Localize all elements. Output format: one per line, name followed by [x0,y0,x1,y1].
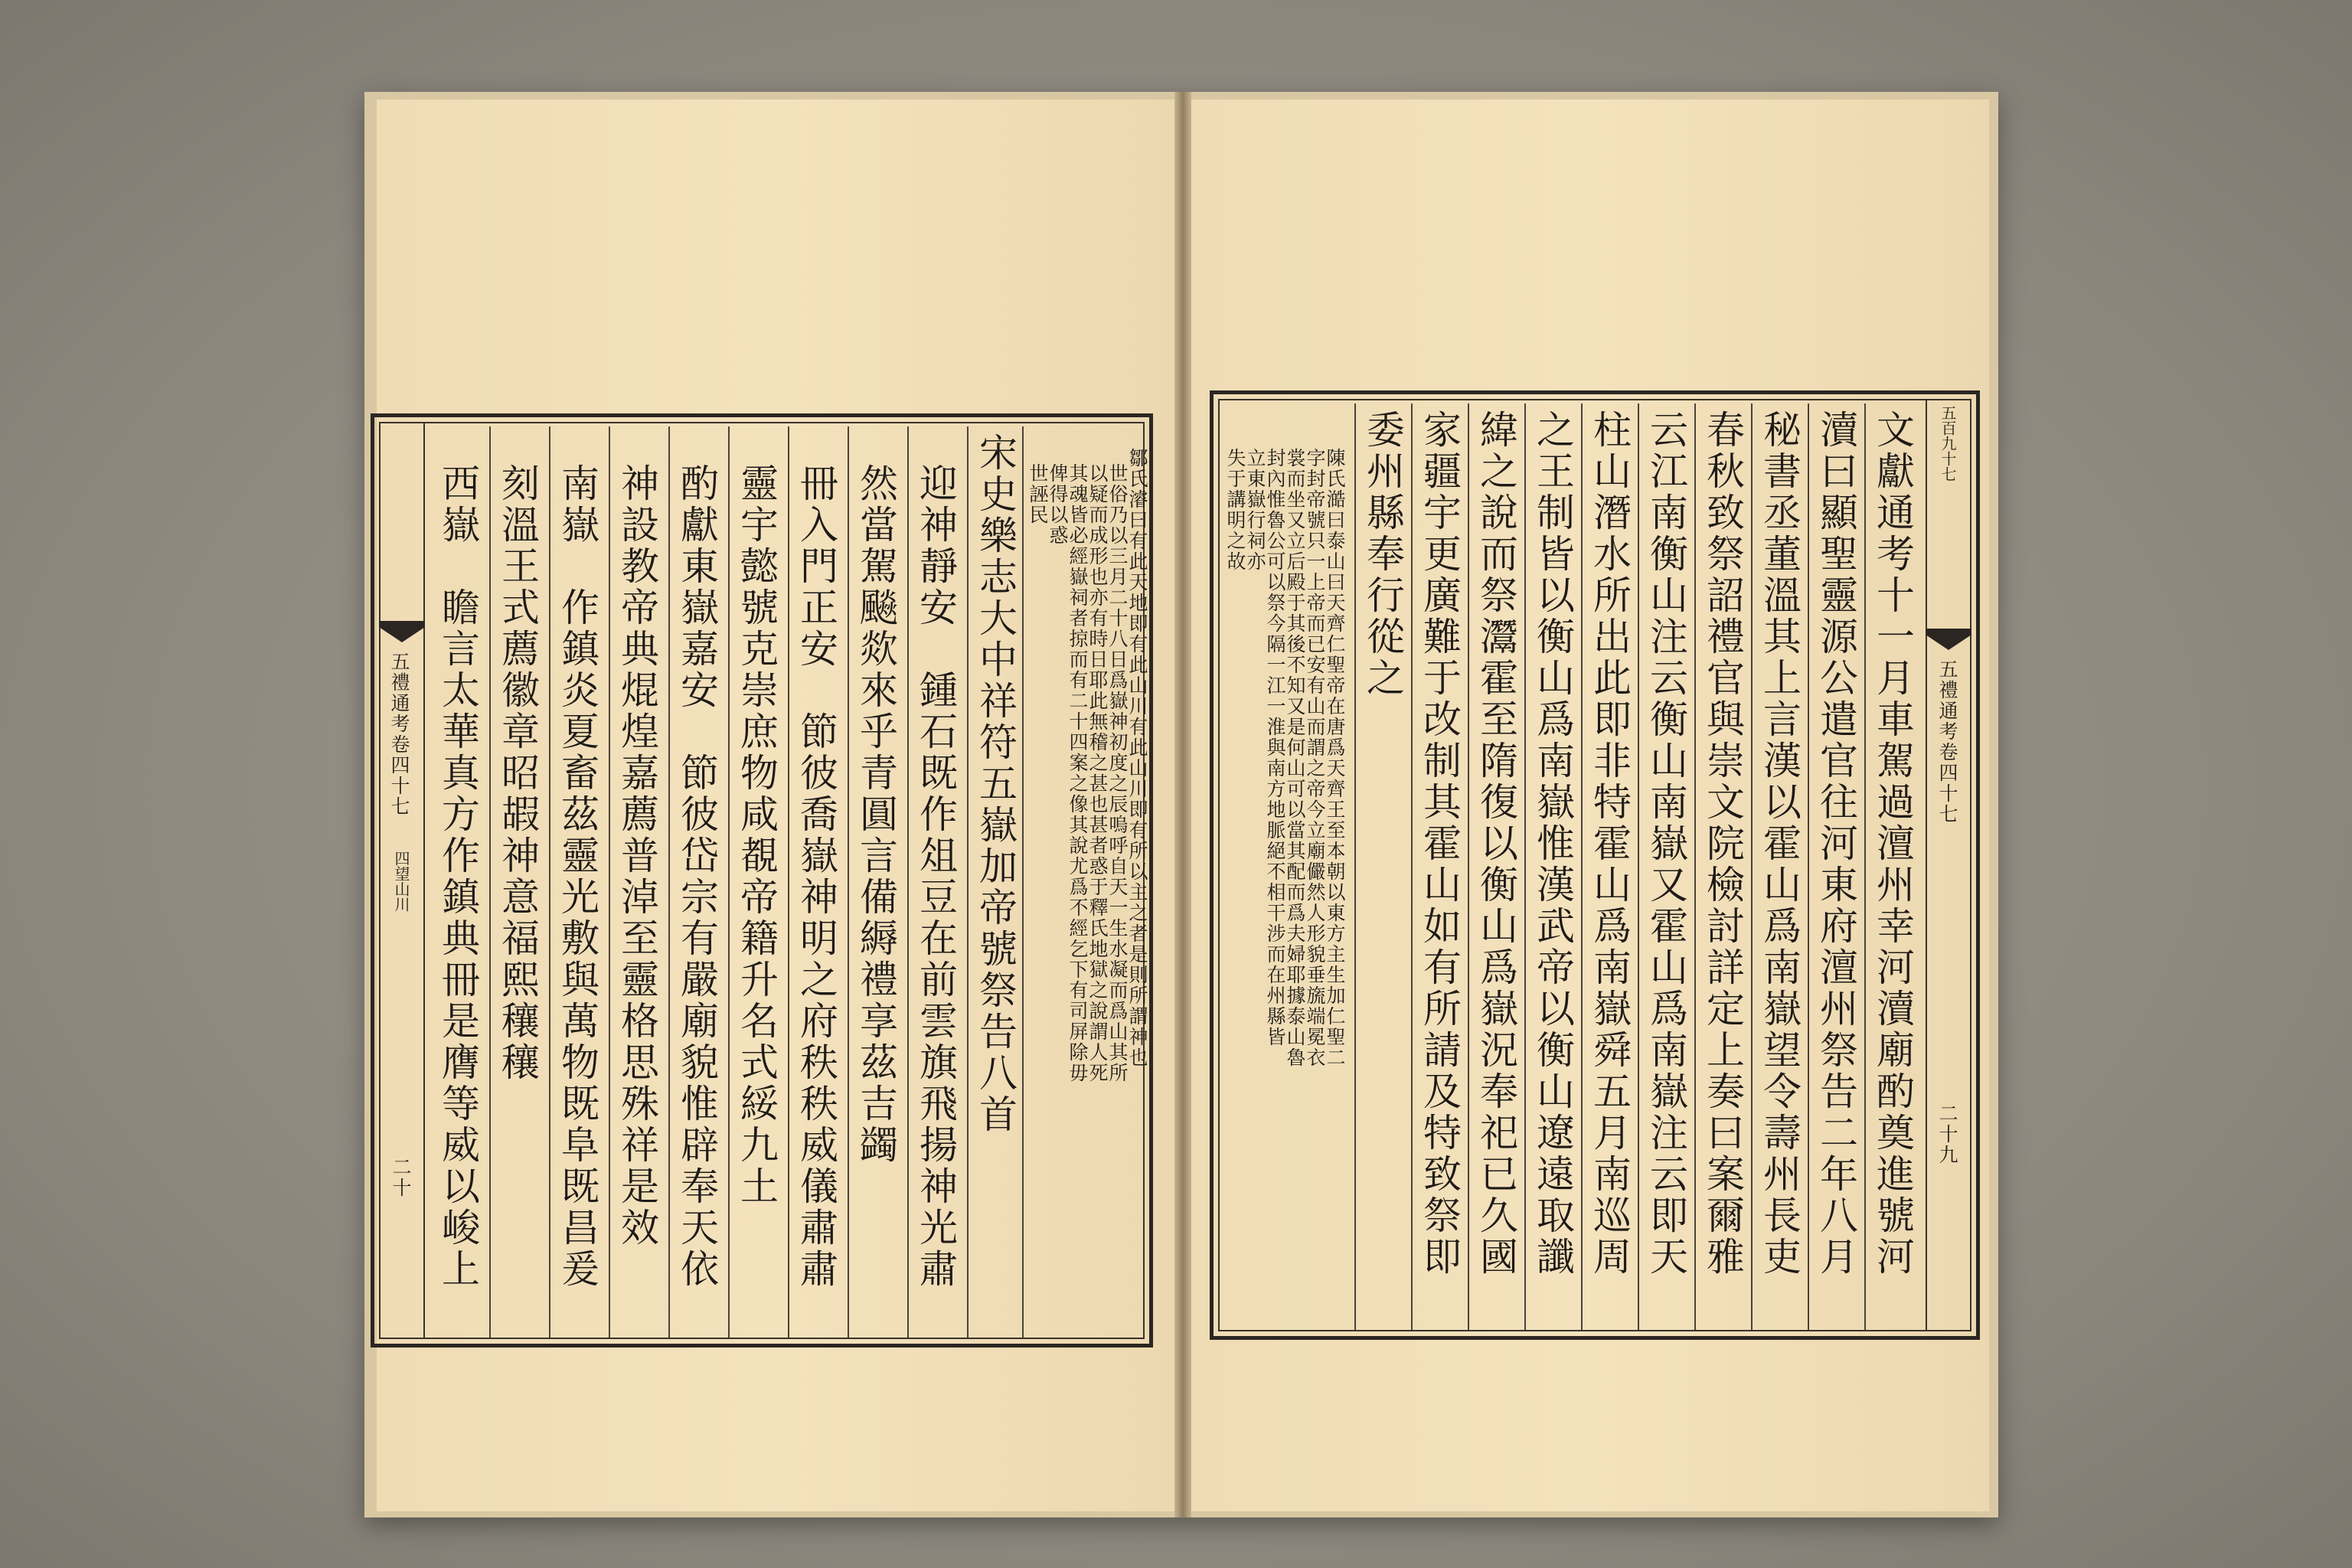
right-note-5: 立東嶽行祠亦 [1244,448,1266,572]
right-col-8: 緯之說而祭灊霍至隋復以衡山爲嶽況奉祀已久國 [1474,410,1518,1278]
column-rule [1524,403,1526,1330]
right-col-2: 瀆曰顯聖靈源公遣官往河東府澶州祭告二年八月 [1814,410,1858,1278]
right-note-3: 裳而坐又立后殿于其後不知又是何山可以當其配而爲夫婦耶據泰山魯 [1284,448,1306,1068]
column-rule [1808,403,1809,1330]
left-note-5: 俾得以惑 [1047,463,1069,546]
column-rule [668,426,670,1338]
left-col-5: 靈宇懿號克崇庶物咸覩帝籍升名式綏九土 [734,463,779,1207]
right-col-9: 家疆宇更廣難于改制其霍山如有所請及特致祭即 [1417,410,1462,1278]
right-col-5: 云江南衡山注云衡山南嶽又霍山爲南嶽注云即天 [1644,410,1688,1278]
right-top-numbers: 五百九十七 [1939,405,1957,482]
book-gutter [1174,92,1191,1517]
left-note-4: 其魂皆必經嶽祠者掠而有二十四案之像其說尤爲不經乞下有司屏除毋 [1067,463,1089,1083]
left-col-1: 宋史樂志大中祥符五嶽加帝號祭告八首 [973,433,1018,1135]
column-rule [1022,426,1024,1338]
right-col-6: 柱山潛水所出此即非特霍山爲南嶽舜五月南巡周 [1587,410,1632,1278]
left-note-1: 鄒氏濬曰有此天地即有此山川有此山川即有所以主之者是則所謂神也 [1126,448,1148,1068]
left-col-4: 冊入門正安 節彼喬嶽神明之府秩秩威儀肅肅 [794,463,838,1290]
right-note-6: 失于講明之故 [1224,448,1246,572]
column-rule [848,426,849,1338]
left-note-6: 世誣民 [1027,463,1049,525]
right-col-4: 春秋致祭詔禮官與崇文院檢討詳定上奏曰案爾雅 [1700,410,1745,1278]
column-rule [609,426,610,1338]
column-rule [1864,403,1866,1330]
left-block-margin [379,422,425,1339]
left-col-9: 刻溫王式薦徽章昭嘏神意福熙穰穰 [495,463,540,1083]
column-rule [1468,403,1469,1330]
left-col-3: 然當駕飈欻來乎青圓言備縟禮享茲吉蠲 [854,463,898,1166]
column-rule [1638,403,1639,1330]
column-rule [1354,403,1356,1330]
left-note-2: 世俗乃以三月二十八日爲嶽神初度之辰嗚呼自天一生水凝而爲山其所 [1106,463,1129,1083]
right-text-frame [1210,390,1980,1340]
column-rule [1751,403,1753,1330]
fish-tail-icon [379,621,425,652]
left-note-3: 以疑而成形也亦有時日耶此無稽之甚也甚者惑于釋氏地獄之說謂人死 [1086,463,1109,1083]
right-col-10: 委州縣奉行從之 [1361,410,1405,699]
column-rule [728,426,730,1338]
column-rule [1581,403,1583,1330]
left-col-10: 西嶽 瞻言太華真方作鎮典冊是膺等威以峻上 [436,463,480,1290]
column-rule [788,426,789,1338]
right-note-2: 字封帝號只一上帝而已安有山而謂之帝今立廟儼然人形貌垂旒端冕衣 [1304,448,1326,1068]
left-col-7: 神設教帝典焜煌嘉薦普淖至靈格思殊祥是效 [615,463,659,1249]
fish-tail-icon [1926,629,1971,659]
left-text-frame [371,413,1153,1348]
left-col-2: 迎神靜安 鍾石既作俎豆在前雲旗飛揚神光肅 [913,463,958,1290]
left-col-6: 酌獻東嶽嘉安 節彼岱宗有嚴廟貌惟辟奉天依 [675,463,719,1290]
right-note-1: 陳氏澔曰泰山曰天齊仁聖帝在唐爲天齊王至本朝以東方主生加仁聖二 [1324,448,1346,1068]
column-rule [489,426,491,1338]
left-margin-section: 四望山川 [392,851,410,912]
column-rule [1411,403,1413,1330]
column-rule [907,426,909,1338]
right-block-margin [1926,399,1971,1331]
right-col-1: 文獻通考十一月車駕過澶州幸河瀆廟酌奠進號河 [1870,410,1915,1278]
left-col-8: 南嶽 作鎮炎夏畜茲靈光敷與萬物既阜既昌爰 [555,463,599,1290]
right-col-3: 秘書丞董溫其上言漢以霍山爲南嶽望令壽州長吏 [1757,410,1802,1278]
left-folio: 二十 [390,1157,412,1198]
right-margin-title: 五禮通考卷四十七 [1936,659,1958,825]
column-rule [1694,403,1696,1330]
column-rule [549,426,550,1338]
right-note-4: 封內惟魯公可以祭今隔一江一淮與南方地脈絕不相干涉而在州縣皆 [1264,448,1286,1047]
right-col-7: 之王制皆以衡山爲南嶽惟漢武帝以衡山遼遠取讖 [1530,410,1575,1278]
left-margin-title: 五禮通考卷四十七 [388,652,410,817]
column-rule [967,426,969,1338]
right-folio: 二十九 [1936,1103,1958,1165]
